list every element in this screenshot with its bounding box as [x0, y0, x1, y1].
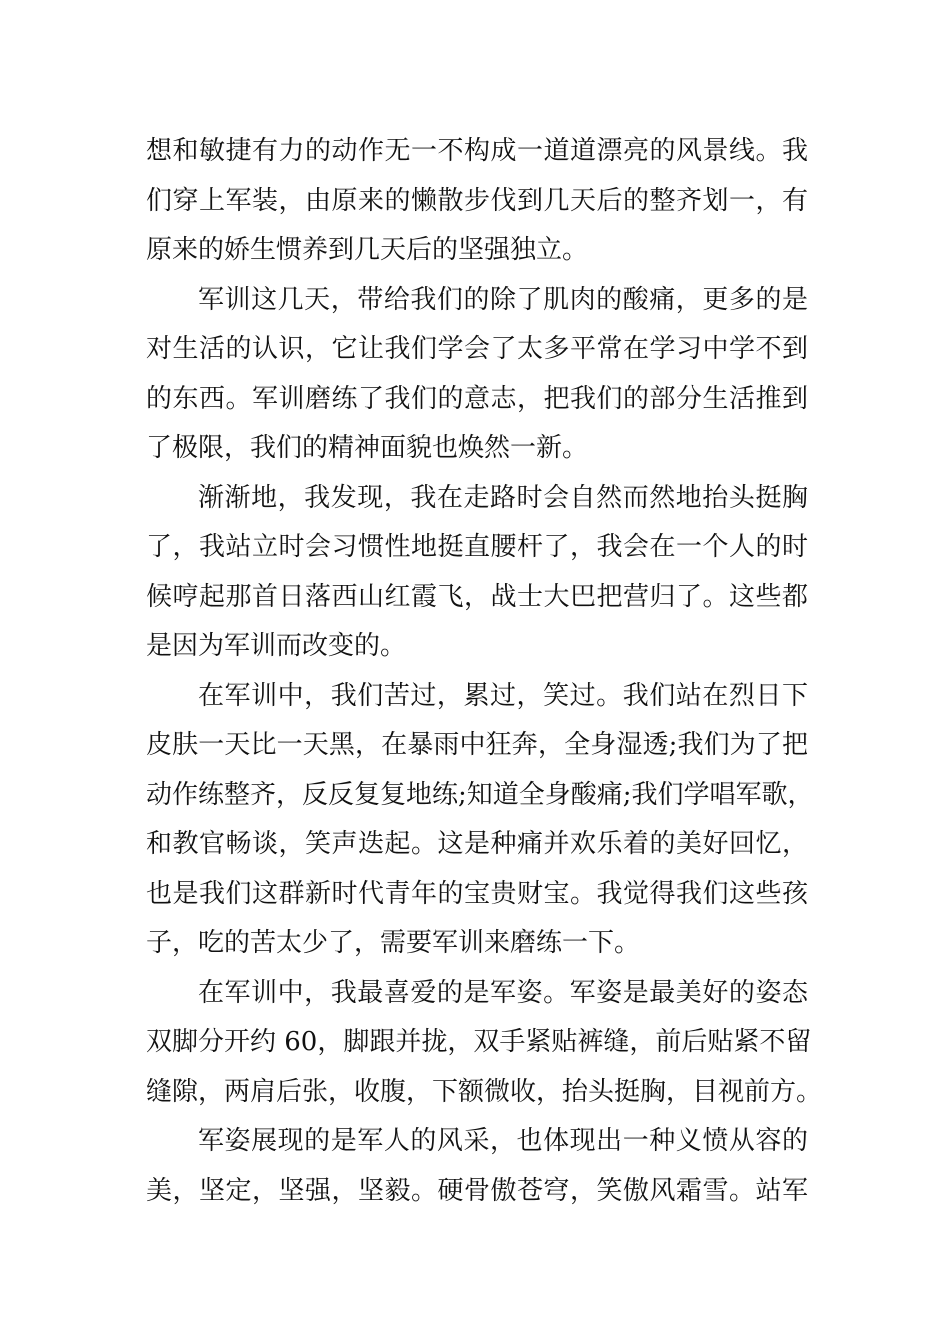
paragraph — [146, 474, 808, 672]
text-line: 了极限，我们的精神面貌也焕然一新。 — [146, 433, 589, 463]
text-line: 和教官畅谈，笑声迭起。这是种痛并欢乐着的美好回忆， — [146, 829, 808, 859]
text-line: 们穿上军装，由原来的懒散步伐到几天后的整齐划一，有 — [146, 185, 808, 216]
text-line: 原来的娇生惯养到几天后的坚强独立。 — [146, 235, 589, 265]
paragraph — [146, 276, 808, 474]
text-line: 缝隙，两肩后张，收腹，下额微收，抬头挺胸，目视前方。 — [146, 1076, 823, 1107]
paragraph — [146, 672, 814, 969]
paragraph — [146, 127, 808, 276]
text-line: 了，我站立时会习惯性地挺直腰杆了，我会在一个人的时 — [146, 532, 808, 562]
text-line: 子，吃的苦太少了，需要军训来磨练一下。 — [146, 928, 641, 958]
text-line: 候哼起那首日落西山红霞飞，战士大巴把营归了。这些都 — [146, 581, 808, 612]
text-line: 皮肤一天比一天黑，在暴雨中狂奔，全身湿透;我们为了把 — [146, 730, 808, 760]
text-line: 军训这几天，带给我们的除了肌肉的酸痛，更多的是 — [198, 284, 808, 315]
text-line: 对生活的认识，它让我们学会了太多平常在学习中学不到 — [146, 334, 808, 364]
text-line: 双脚分开约 60，脚跟并拢，双手紧贴裤缝，前后贴紧不留 — [146, 1027, 812, 1057]
text-line: 军姿展现的是军人的风采，也体现出一种义愤从容的 — [198, 1126, 808, 1156]
text-line: 的东西。军训磨练了我们的意志，把我们的部分生活推到 — [146, 383, 808, 414]
text-line: 在军训中，我们苦过，累过，笑过。我们站在烈日下 — [198, 680, 808, 711]
text-line: 想和敏捷有力的动作无一不构成一道道漂亮的风景线。我 — [146, 136, 808, 166]
text-line: 美，坚定，坚强，坚毅。硬骨傲苍穹，笑傲风霜雪。站军 — [146, 1175, 808, 1206]
body-text — [146, 127, 823, 1216]
text-line: 在军训中，我最喜爱的是军姿。军姿是最美好的姿态 — [198, 977, 808, 1008]
paragraph — [146, 1117, 808, 1216]
text-line: 是因为军训而改变的。 — [146, 631, 407, 661]
paragraph — [146, 969, 823, 1118]
text-line: 动作练整齐，反反复复地练;知道全身酸痛;我们学唱军歌， — [146, 779, 814, 810]
text-line: 也是我们这群新时代青年的宝贵财宝。我觉得我们这些孩 — [146, 878, 808, 909]
text-line: 渐渐地，我发现，我在走路时会自然而然地抬头挺胸 — [198, 482, 808, 513]
